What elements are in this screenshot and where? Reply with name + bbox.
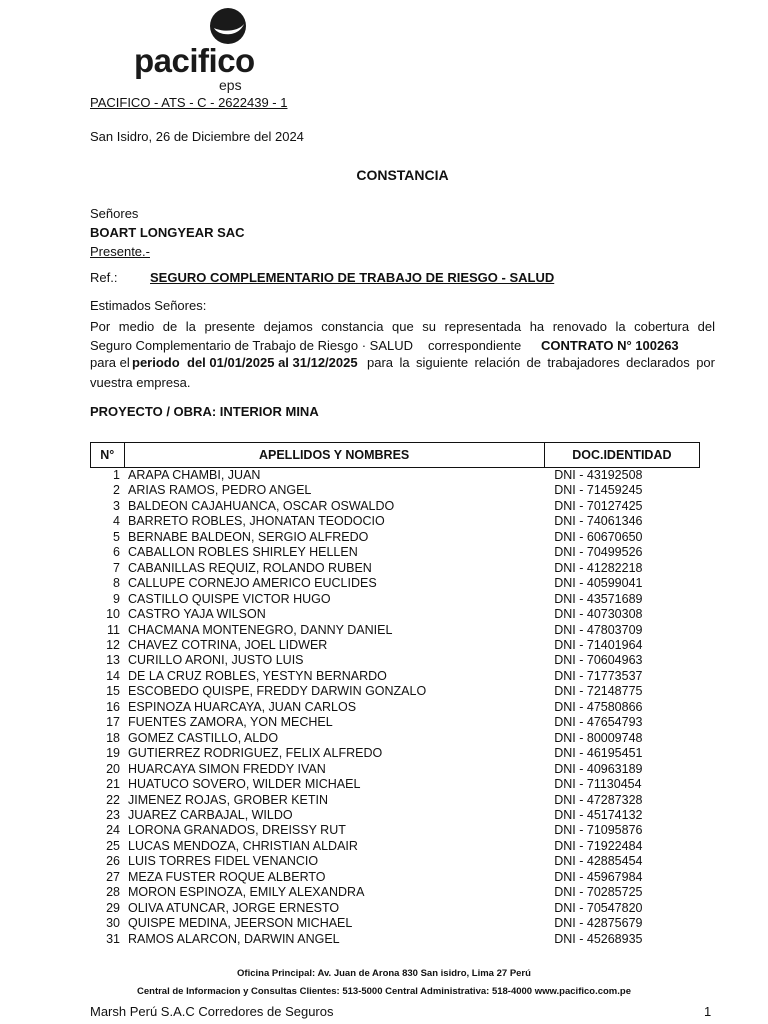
row-name: FUENTES ZAMORA, YON MECHEL <box>128 715 333 730</box>
row-number: 21 <box>106 777 120 792</box>
row-number: 30 <box>106 916 120 931</box>
row-doc: DNI - 40599041 <box>554 576 643 591</box>
row-name: HUATUCO SOVERO, WILDER MICHAEL <box>128 777 361 792</box>
row-name: DE LA CRUZ ROBLES, YESTYN BERNARDO <box>128 668 387 683</box>
row-number: 20 <box>106 761 120 776</box>
row-doc: DNI - 47803709 <box>554 622 643 637</box>
row-doc: DNI - 41282218 <box>554 560 643 575</box>
row-doc: DNI - 74061346 <box>554 514 643 529</box>
reference-code: PACIFICO - ATS - C - 2622439 - 1 <box>90 95 288 110</box>
row-number: 9 <box>113 591 120 606</box>
row-name: QUISPE MEDINA, JEERSON MICHAEL <box>128 916 353 931</box>
row-number: 24 <box>106 823 120 838</box>
table-row <box>91 607 700 622</box>
row-name: OLIVA ATUNCAR, JORGE ERNESTO <box>128 900 340 915</box>
table-row <box>91 483 700 498</box>
table-row <box>91 468 700 484</box>
row-name: CHACMANA MONTENEGRO, DANNY DANIEL <box>128 622 393 637</box>
header-names: APELLIDOS Y NOMBRES <box>124 443 544 468</box>
pacifico-logo-mark-icon <box>208 6 248 46</box>
date-line: San Isidro, 26 de Diciembre del 2024 <box>90 129 304 144</box>
body-line-2a: Seguro Complementario de Trabajo de Riesgo · SALUD <box>90 338 414 353</box>
row-name: CASTRO YAJA WILSON <box>128 607 266 622</box>
row-name: BARRETO ROBLES, JHONATAN TEODOCIO <box>128 514 385 529</box>
row-name: CHAVEZ COTRINA, JOEL LIDWER <box>128 637 328 652</box>
row-name: GUTIERREZ RODRIGUEZ, FELIX ALFREDO <box>128 746 383 761</box>
row-name: JUAREZ CARBAJAL, WILDO <box>128 807 293 822</box>
table-row <box>91 514 700 529</box>
table-row <box>91 731 700 746</box>
row-number: 22 <box>106 792 120 807</box>
table-row <box>91 592 700 607</box>
row-name: GOMEZ CASTILLO, ALDO <box>128 730 279 745</box>
table-row <box>91 653 700 668</box>
row-number: 14 <box>106 668 120 683</box>
table-row <box>91 561 700 576</box>
footer-office: Oficina Principal: Av. Juan de Arona 830 San isidro, Lima 27 Perú <box>237 968 531 979</box>
row-name: ARAPA CHAMBI, JUAN <box>128 468 261 482</box>
row-name: CABALLON ROBLES SHIRLEY HELLEN <box>128 545 358 560</box>
row-name: ESPINOZA HUARCAYA, JUAN CARLOS <box>128 699 357 714</box>
row-name: MEZA FUSTER ROQUE ALBERTO <box>128 869 326 884</box>
body-line-4: vuestra empresa. <box>90 375 191 390</box>
pacifico-logo-sub: eps <box>219 77 242 93</box>
row-doc: DNI - 40963189 <box>554 761 643 776</box>
table-row <box>91 823 700 838</box>
row-number: 7 <box>113 560 120 575</box>
row-number: 17 <box>106 715 120 730</box>
row-name: HUARCAYA SIMON FREDDY IVAN <box>128 761 326 776</box>
row-number: 3 <box>113 498 120 513</box>
row-doc: DNI - 71401964 <box>554 637 643 652</box>
row-doc: DNI - 71130454 <box>554 777 642 792</box>
table-row <box>91 854 700 869</box>
row-name: CALLUPE CORNEJO AMERICO EUCLIDES <box>128 576 377 591</box>
row-name: CASTILLO QUISPE VICTOR HUGO <box>128 591 331 606</box>
table-row <box>91 545 700 560</box>
body-line-3a: para el <box>90 355 130 370</box>
row-number: 4 <box>113 514 120 529</box>
ref-text: SEGURO COMPLEMENTARIO DE TRABAJO DE RIESGO - SALUD <box>150 270 555 285</box>
table-row <box>91 808 700 823</box>
row-doc: DNI - 70285725 <box>554 885 643 900</box>
row-doc: DNI - 43192508 <box>554 468 643 482</box>
row-number: 8 <box>113 576 120 591</box>
row-number: 29 <box>106 900 120 915</box>
table-row <box>91 684 700 699</box>
table-row <box>91 793 700 808</box>
table-row <box>91 932 700 947</box>
row-doc: DNI - 42875679 <box>554 916 643 931</box>
row-doc: DNI - 43571689 <box>554 591 643 606</box>
row-doc: DNI - 45967984 <box>554 869 643 884</box>
body-line-3b: para la siguiente relación de trabajadores declarados por <box>367 355 715 370</box>
row-name: LORONA GRANADOS, DREISSY RUT <box>128 823 346 838</box>
row-doc: DNI - 70547820 <box>554 900 643 915</box>
row-number: 1 <box>113 468 120 482</box>
row-name: CABANILLAS REQUIZ, ROLANDO RUBEN <box>128 560 372 575</box>
table-row <box>91 777 700 792</box>
row-doc: DNI - 47654793 <box>554 715 643 730</box>
body-line-2b: correspondiente <box>428 338 522 353</box>
periodo-label: periodo <box>132 355 180 370</box>
row-doc: DNI - 71922484 <box>554 838 643 853</box>
row-number: 5 <box>113 529 120 544</box>
row-doc: DNI - 45268935 <box>554 931 643 946</box>
table-header-row <box>91 443 700 468</box>
document-title: CONSTANCIA <box>356 167 449 183</box>
footer-contacts: Central de Informacion y Consultas Clientes: 513-5000 Central Administrativa: 518-4000 www.pacifico.com.pe <box>137 986 631 997</box>
row-number: 19 <box>106 746 120 761</box>
row-number: 23 <box>106 807 120 822</box>
table-row <box>91 885 700 900</box>
row-doc: DNI - 46195451 <box>554 746 643 761</box>
period-range: del 01/01/2025 al 31/12/2025 <box>187 355 358 370</box>
row-doc: DNI - 80009748 <box>554 730 643 745</box>
project-line: PROYECTO / OBRA: INTERIOR MINA <box>90 404 319 419</box>
page-number: 1 <box>704 1004 712 1019</box>
table-row <box>91 638 700 653</box>
table-row <box>91 916 700 931</box>
row-name: ESCOBEDO QUISPE, FREDDY DARWIN GONZALO <box>128 684 427 699</box>
row-doc: DNI - 40730308 <box>554 607 643 622</box>
row-name: LUCAS MENDOZA, CHRISTIAN ALDAIR <box>128 838 358 853</box>
ref-label: Ref.: <box>90 270 118 285</box>
pacifico-logo-wordmark: pacifico <box>134 42 255 79</box>
table-row <box>91 901 700 916</box>
row-number: 26 <box>106 854 120 869</box>
presente-line: Presente.- <box>90 244 150 259</box>
row-name: RAMOS ALARCON, DARWIN ANGEL <box>128 931 340 946</box>
row-name: CURILLO ARONI, JUSTO LUIS <box>128 653 304 668</box>
table-row <box>91 700 700 715</box>
row-name: LUIS TORRES FIDEL VENANCIO <box>128 854 319 869</box>
workers-table <box>90 442 700 947</box>
table-body <box>91 468 700 948</box>
row-number: 11 <box>107 622 120 637</box>
row-number: 6 <box>113 545 120 560</box>
row-name: BERNABE BALDEON, SERGIO ALFREDO <box>128 529 369 544</box>
row-doc: DNI - 71773537 <box>554 668 643 683</box>
contract-number: CONTRATO N° 100263 <box>541 338 679 353</box>
row-number: 2 <box>113 483 120 498</box>
table-row <box>91 530 700 545</box>
row-number: 12 <box>106 637 120 652</box>
footer-broker: Marsh Perú S.A.C Corredores de Seguros <box>90 1004 334 1019</box>
row-doc: DNI - 72148775 <box>554 684 643 699</box>
row-doc: DNI - 70499526 <box>554 545 643 560</box>
row-number: 15 <box>106 684 120 699</box>
row-doc: DNI - 70127425 <box>554 498 643 513</box>
row-number: 10 <box>106 607 120 622</box>
table-row <box>91 499 700 514</box>
row-number: 28 <box>106 885 120 900</box>
table-row <box>91 715 700 730</box>
header-doc: DOC.IDENTIDAD <box>544 443 699 468</box>
row-doc: DNI - 70604963 <box>554 653 643 668</box>
row-number: 27 <box>106 869 120 884</box>
row-name: BALDEON CAJAHUANCA, OSCAR OSWALDO <box>128 498 395 513</box>
row-number: 16 <box>106 699 120 714</box>
header-number: N° <box>91 443 125 468</box>
table-row <box>91 839 700 854</box>
table-row <box>91 762 700 777</box>
salutation: Señores <box>90 206 139 221</box>
table-row <box>91 576 700 591</box>
row-doc: DNI - 47580866 <box>554 699 643 714</box>
row-name: MORON ESPINOZA, EMILY ALEXANDRA <box>128 885 365 900</box>
row-doc: DNI - 45174132 <box>554 807 643 822</box>
row-number: 13 <box>106 653 120 668</box>
row-number: 18 <box>106 730 120 745</box>
row-doc: DNI - 42885454 <box>554 854 643 869</box>
table-row <box>91 746 700 761</box>
company-name: BOART LONGYEAR SAC <box>90 225 245 240</box>
row-name: ARIAS RAMOS, PEDRO ANGEL <box>128 483 312 498</box>
row-number: 31 <box>106 931 120 946</box>
row-number: 25 <box>106 838 120 853</box>
row-doc: DNI - 47287328 <box>554 792 643 807</box>
row-name: JIMENEZ ROJAS, GROBER KETIN <box>128 792 329 807</box>
row-doc: DNI - 71095876 <box>554 823 643 838</box>
row-doc: DNI - 71459245 <box>554 483 643 498</box>
table-row <box>91 669 700 684</box>
table-row <box>91 870 700 885</box>
body-line-1: Por medio de la presente dejamos constancia que su representada ha renovado la cobertura del <box>90 319 715 334</box>
greeting: Estimados Señores: <box>90 298 207 313</box>
table-row <box>91 623 700 638</box>
row-doc: DNI - 60670650 <box>554 529 643 544</box>
